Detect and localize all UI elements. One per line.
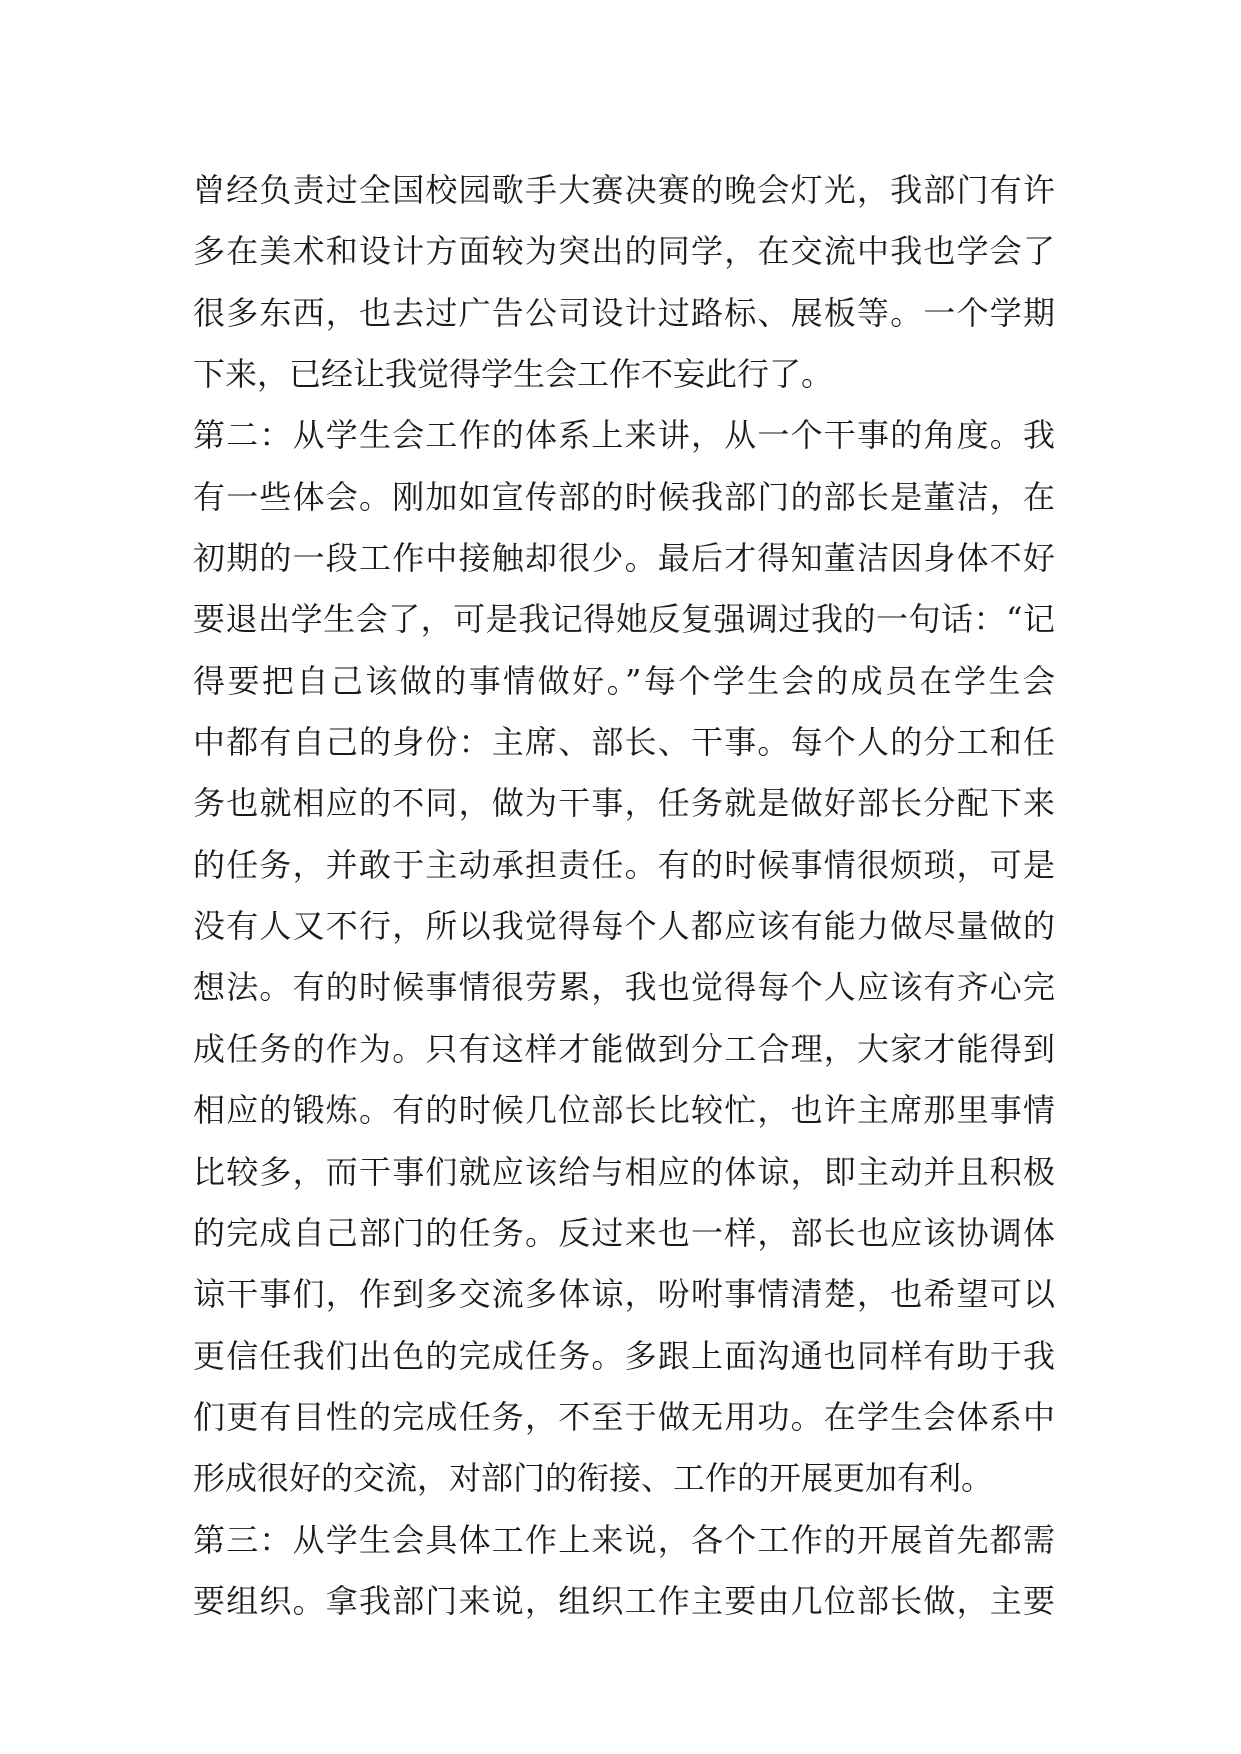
text-line: 们更有目性的完成任务，不至于做无用功。在学生会体系中 [193,1397,1055,1436]
text-line: 成任务的作为。只有这样才能做到分工合理，大家才能得到 [193,1029,1055,1068]
text-line: 得要把自己该做的事情做好。”每个学生会的成员在学生会 [193,661,1055,700]
body-text [193,160,1055,1632]
text-line: 第三：从学生会具体工作上来说，各个工作的开展首先都需 [193,1520,1055,1559]
text-line: 第二：从学生会工作的体系上来讲，从一个干事的角度。我 [193,416,1055,455]
text-line: 相应的锻炼。有的时候几位部长比较忙，也许主席那里事情 [193,1091,1055,1130]
text-line: 中都有自己的身份：主席、部长、干事。每个人的分工和任 [193,723,1055,762]
text-line: 比较多，而干事们就应该给与相应的体谅，即主动并且积极 [193,1152,1055,1191]
text-line: 要退出学生会了，可是我记得她反复强调过我的一句话：“记 [193,600,1055,639]
text-line: 没有人又不行，所以我觉得每个人都应该有能力做尽量做的 [193,907,1055,946]
text-line: 要组织。拿我部门来说，组织工作主要由几位部长做，主要 [193,1581,1055,1620]
text-line: 想法。有的时候事情很劳累，我也觉得每个人应该有齐心完 [193,968,1055,1007]
text-line: 有一些体会。刚加如宣传部的时候我部门的部长是董洁，在 [193,477,1055,516]
text-line: 务也就相应的不同，做为干事，任务就是做好部长分配下来 [193,784,1055,823]
text-line: 初期的一段工作中接触却很少。最后才得知董洁因身体不好 [193,539,1055,578]
text-line: 曾经负责过全国校园歌手大赛决赛的晚会灯光，我部门有许 [193,171,1055,209]
text-line: 谅干事们，作到多交流多体谅，吩咐事情清楚，也希望可以 [193,1275,1055,1314]
text-line: 更信任我们出色的完成任务。多跟上面沟通也同样有助于我 [193,1336,1055,1375]
text-line: 下来，已经让我觉得学生会工作不妄此行了。 [193,355,834,394]
text-line: 很多东西，也去过广告公司设计过路标、展板等。一个学期 [193,293,1055,332]
text-line: 的任务，并敢于主动承担责任。有的时候事情很烦琐，可是 [193,845,1055,884]
text-line: 的完成自己部门的任务。反过来也一样，部长也应该协调体 [193,1213,1055,1252]
text-line: 多在美术和设计方面较为突出的同学，在交流中我也学会了 [193,232,1055,271]
text-line: 形成很好的交流，对部门的衔接、工作的开展更加有利。 [193,1459,994,1498]
